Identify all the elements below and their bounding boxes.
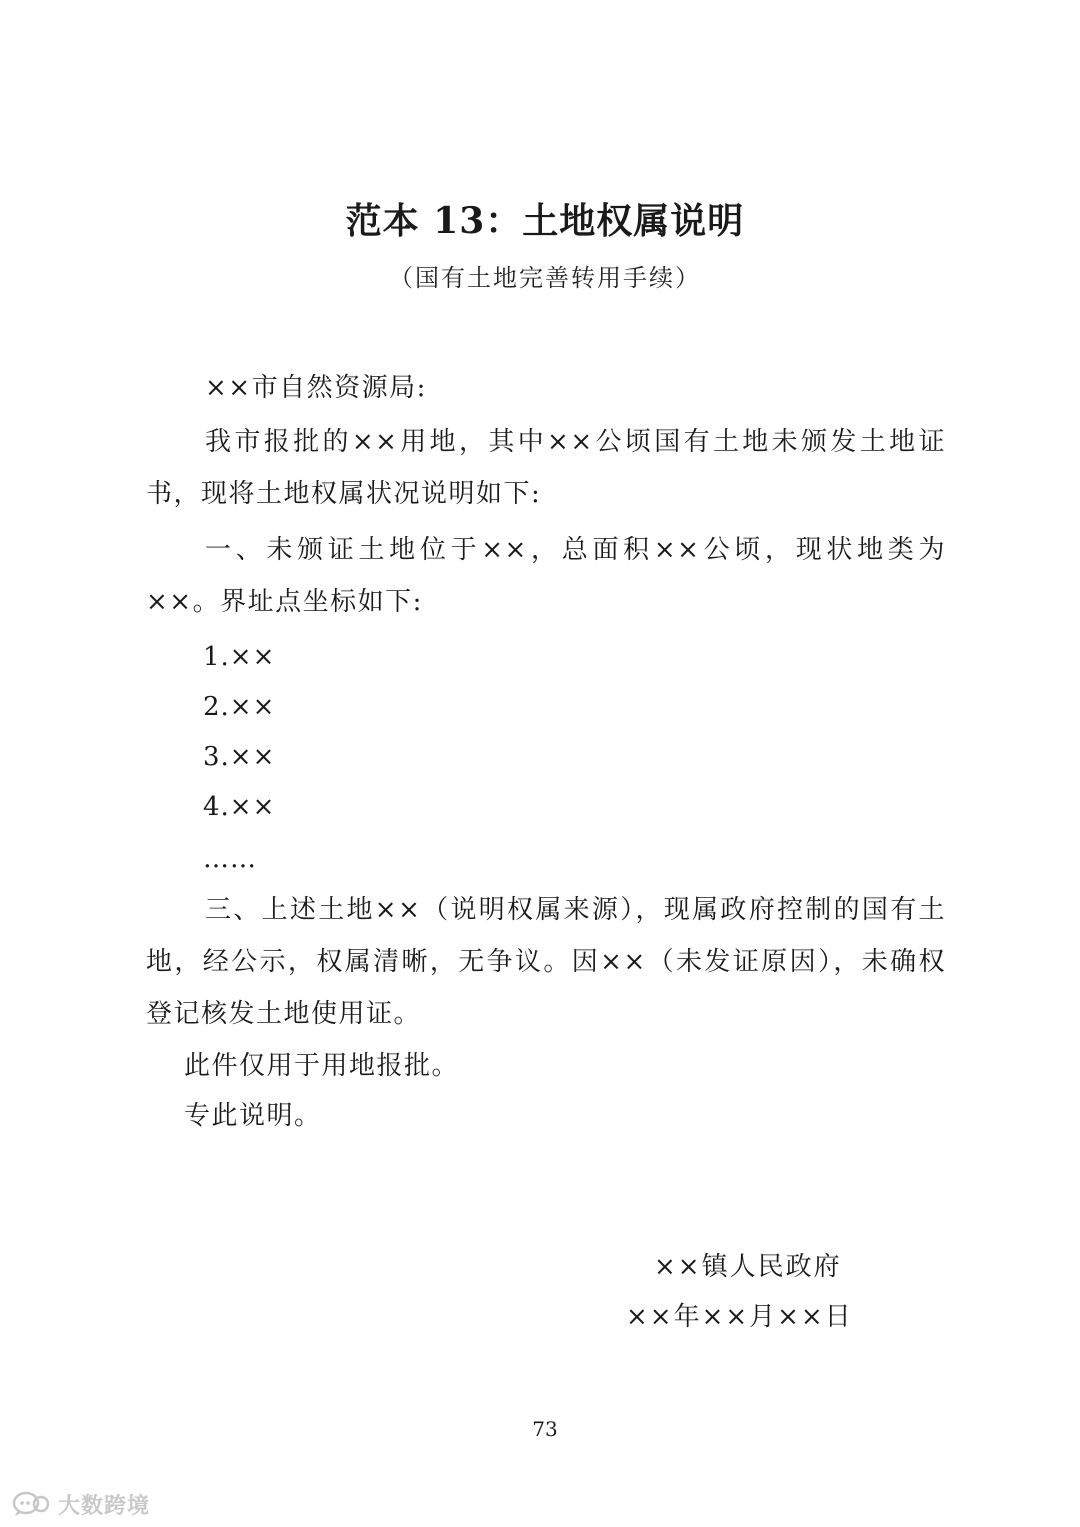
document-subtitle: （国有土地完善转用手续） bbox=[389, 264, 701, 292]
document-title: 范本 13：土地权属说明 bbox=[345, 200, 745, 242]
closing-line: 专此说明。 bbox=[184, 1101, 322, 1131]
chat-bubble-logo-icon bbox=[12, 1490, 52, 1518]
item-three-paragraph: 三、上述土地××（说明权属来源），现属政府控制的国有土地，经公示，权属清晰，无争议。因××（未发证原因），未确权登记核发土地使用证。 bbox=[146, 895, 946, 1029]
watermark bbox=[12, 1488, 150, 1520]
intro-paragraph: 我市报批的××用地，其中××公顷国有土地未颁发土地证书，现将土地权属状况说明如下: bbox=[146, 427, 946, 509]
signer-date: ××年××月××日 bbox=[626, 1302, 853, 1332]
item-one-paragraph: 一、未颁证土地位于××，总面积××公顷，现状地类为××。界址点坐标如下: bbox=[146, 535, 946, 617]
coordinate-item: 2.×× bbox=[203, 692, 276, 722]
watermark-text: 大数跨境 bbox=[58, 1493, 151, 1519]
coordinate-item: 1.×× bbox=[203, 642, 276, 672]
coordinate-item: 4.×× bbox=[203, 792, 276, 822]
page-number: 73 bbox=[532, 1417, 558, 1441]
addressee-line: ××市自然资源局: bbox=[205, 373, 427, 403]
signer-organization: ××镇人民政府 bbox=[654, 1252, 842, 1282]
coordinate-ellipsis: …… bbox=[203, 844, 257, 874]
usage-note: 此件仅用于用地报批。 bbox=[184, 1051, 460, 1081]
coordinate-item: 3.×× bbox=[203, 742, 276, 772]
